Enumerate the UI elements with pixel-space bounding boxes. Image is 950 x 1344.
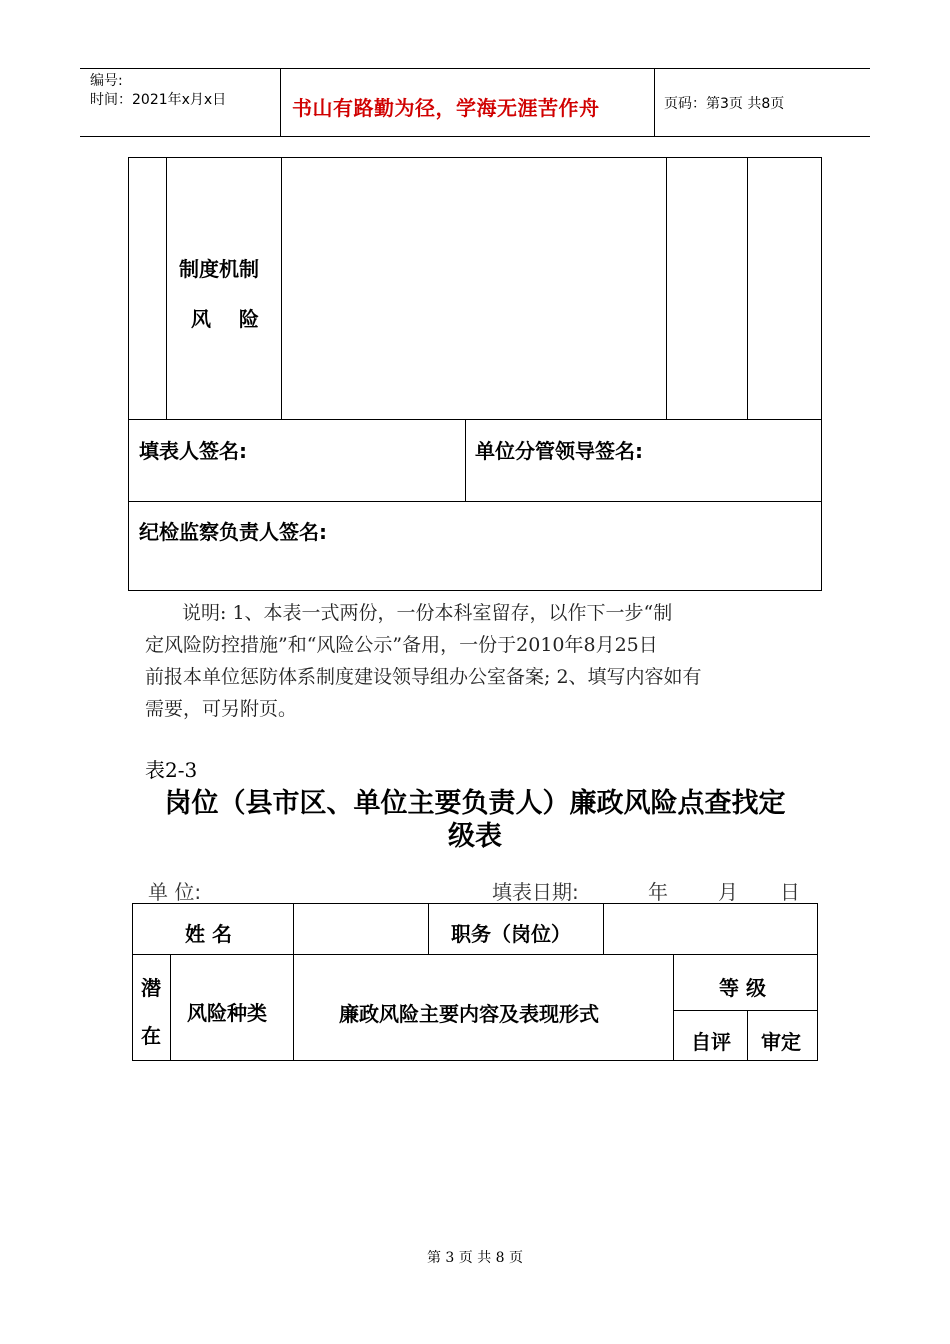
- risk-type-header: 风险种类: [187, 1001, 267, 1025]
- position-label: 职务（岗位）: [451, 922, 571, 946]
- name-label: 姓 名: [185, 922, 232, 946]
- table-rule: [747, 158, 748, 420]
- grade-header: 等 级: [719, 976, 766, 1000]
- approval-header: 审定: [761, 1030, 801, 1054]
- table-rule: [747, 1010, 748, 1060]
- page-indicator: 页码：第3页 共8页: [664, 96, 785, 112]
- table-rule: [129, 501, 821, 502]
- header-divider: [280, 68, 281, 136]
- potential-label: 潜: [141, 976, 161, 1000]
- note-line: 需要，可另附页。: [145, 698, 298, 720]
- day-label: 日: [780, 880, 800, 904]
- fill-date-label: 填表日期:: [492, 880, 579, 904]
- page-title-continued: 级表: [448, 821, 502, 852]
- header-bottom-rule: [80, 136, 870, 137]
- header-top-rule: [80, 68, 870, 69]
- year-label: 年: [648, 880, 668, 904]
- serial-label: 编号:: [90, 73, 123, 89]
- note-line: 前报本单位惩防体系制度建设领导组办公室备案; 2、填写内容如有: [145, 666, 702, 688]
- risk-rating-table: [132, 903, 818, 1061]
- table-rule: [281, 158, 282, 420]
- table-rule: [166, 158, 167, 420]
- page-footer: 第 3 页 共 8 页: [426, 1250, 524, 1266]
- leader-signature-label: 单位分管领导签名:: [475, 439, 643, 463]
- table-rule: [133, 954, 817, 955]
- risk-category-label: 风 险: [191, 307, 259, 331]
- risk-category-label: 制度机制: [179, 257, 259, 281]
- filler-signature-label: 填表人签名:: [139, 439, 247, 463]
- note-line: 定风险防控措施”和“风险公示”备用，一份于2010年8月25日: [145, 634, 658, 656]
- unit-label: 单 位:: [148, 880, 202, 904]
- table-rule: [666, 158, 667, 420]
- table-rule: [170, 954, 171, 1060]
- potential-label: 在: [141, 1024, 161, 1048]
- table-label: 表2-3: [145, 758, 198, 782]
- date-label: 时间：2021年x月x日: [90, 92, 227, 108]
- self-eval-header: 自评: [691, 1030, 731, 1054]
- table-rule: [129, 419, 821, 420]
- motto: 书山有路勤为径，学海无涯苦作舟: [292, 96, 600, 120]
- table-rule: [465, 420, 466, 502]
- table-rule: [428, 904, 429, 954]
- risk-table-continued: [128, 157, 822, 591]
- month-label: 月: [718, 880, 738, 904]
- risk-content-header: 廉政风险主要内容及表现形式: [339, 1002, 599, 1026]
- table-rule: [673, 954, 674, 1060]
- page-title: 岗位（县市区、单位主要负责人）廉政风险点查找定: [164, 788, 786, 819]
- header-divider: [654, 68, 655, 136]
- table-rule: [293, 904, 294, 1060]
- table-rule: [673, 1010, 817, 1011]
- discipline-signature-label: 纪检监察负责人签名:: [139, 520, 327, 544]
- note-line: 说明: 1、本表一式两份，一份本科室留存，以作下一步“制: [182, 602, 673, 624]
- table-rule: [603, 904, 604, 954]
